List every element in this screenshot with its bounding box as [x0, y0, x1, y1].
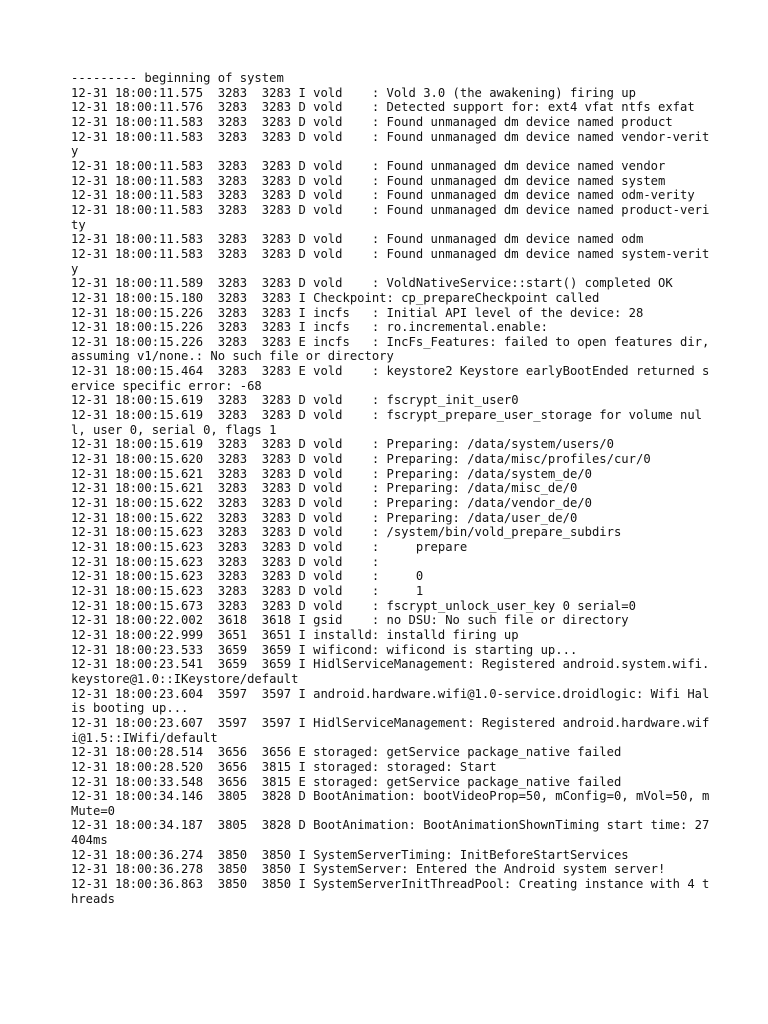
log-line: 12-31 18:00:15.226 3283 3283 I incfs : Initial API level of the device: 28	[71, 305, 644, 320]
log-line: 12-31 18:00:36.863 3850 3850 I SystemServerInitThreadPool: Creating instance with 4 threads	[71, 877, 710, 906]
log-line: 12-31 18:00:15.623 3283 3283 D vold :	[71, 554, 380, 569]
log-line: 12-31 18:00:22.002 3618 3618 I gsid : no DSU: No such file or directory	[71, 613, 629, 628]
log-line: 12-31 18:00:15.226 3283 3283 I incfs : ro.incremental.enable:	[71, 320, 548, 335]
log-line: 12-31 18:00:15.623 3283 3283 D vold : prepare	[71, 540, 468, 554]
log-line: 12-31 18:00:23.607 3597 3597 I HidlServiceManagement: Registered android.hardware.wifi@1.5::IWifi/default	[71, 715, 710, 745]
log-line: 12-31 18:00:33.548 3656 3815 E storaged: getService package_native failed	[71, 774, 622, 789]
log-line: 12-31 18:00:11.583 3283 3283 D vold : Found unmanaged dm device named odm	[71, 232, 644, 247]
log-line: 12-31 18:00:15.226 3283 3283 E incfs : IncFs_Features: failed to open features dir, assuming v1/none.: No such file or directory	[71, 334, 717, 364]
log-line: 12-31 18:00:15.621 3283 3283 D vold : Preparing: /data/system_de/0	[71, 466, 592, 481]
log-line: 12-31 18:00:34.146 3805 3828 D BootAnimation: bootVideoProp=50, mConfig=0, mVol=50, mMute=0	[71, 789, 710, 818]
log-line: 12-31 18:00:23.541 3659 3659 I HidlServiceManagement: Registered android.system.wifi.keystore@1.0::IKeystore/default	[71, 657, 710, 686]
log-line: 12-31 18:00:23.533 3659 3659 I wificond: wificond is starting up...	[71, 642, 578, 657]
log-line: 12-31 18:00:11.583 3283 3283 D vold : Found unmanaged dm device named odm-verity	[71, 188, 695, 203]
log-line: 12-31 18:00:28.514 3656 3656 E storaged: getService package_native failed	[71, 745, 622, 760]
log-line: 12-31 18:00:15.464 3283 3283 E vold : keystore2 Keystore earlyBootEnded returned service specific error: -68	[71, 364, 710, 393]
log-header-line: --------- beginning of system	[71, 71, 284, 85]
log-line: 12-31 18:00:36.278 3850 3850 I SystemServer: Entered the Android system server!	[71, 862, 666, 877]
log-line: 12-31 18:00:15.619 3283 3283 D vold : fscrypt_init_user0	[71, 393, 519, 408]
log-line: 12-31 18:00:11.583 3283 3283 D vold : Found unmanaged dm device named system-verity	[71, 246, 710, 276]
log-line: 12-31 18:00:15.180 3283 3283 I Checkpoint: cp_prepareCheckpoint called	[71, 290, 600, 305]
log-line: 12-31 18:00:11.576 3283 3283 D vold : Detected support for: ext4 vfat ntfs exfat	[71, 100, 695, 115]
log-line: 12-31 18:00:11.583 3283 3283 D vold : Found unmanaged dm device named product	[71, 114, 673, 129]
log-line: 12-31 18:00:36.274 3850 3850 I SystemServerTiming: InitBeforeStartServices	[71, 847, 629, 862]
log-line: 12-31 18:00:34.187 3805 3828 D BootAnimation: BootAnimationShownTiming start time: 27404ms	[71, 818, 710, 848]
log-line: 12-31 18:00:15.623 3283 3283 D vold : /system/bin/vold_prepare_subdirs	[71, 525, 622, 540]
log-line: 12-31 18:00:15.619 3283 3283 D vold : Preparing: /data/system/users/0	[71, 437, 614, 452]
log-line: 12-31 18:00:15.623 3283 3283 D vold : 1	[71, 583, 424, 598]
log-line: 12-31 18:00:11.583 3283 3283 D vold : Found unmanaged dm device named system	[71, 173, 666, 188]
log-document	[71, 71, 717, 906]
log-line: 12-31 18:00:15.622 3283 3283 D vold : Preparing: /data/user_de/0	[71, 510, 578, 525]
log-line: 12-31 18:00:11.583 3283 3283 D vold : Found unmanaged dm device named product-verity	[71, 202, 710, 232]
log-line: 12-31 18:00:15.620 3283 3283 D vold : Preparing: /data/misc/profiles/cur/0	[71, 452, 651, 467]
log-line: 12-31 18:00:11.575 3283 3283 I vold : Vold 3.0 (the awakening) firing up	[71, 85, 636, 100]
log-line: 12-31 18:00:28.520 3656 3815 I storaged: storaged: Start	[71, 759, 497, 774]
log-line: 12-31 18:00:15.622 3283 3283 D vold : Preparing: /data/vendor_de/0	[71, 496, 592, 511]
log-line: 12-31 18:00:11.589 3283 3283 D vold : VoldNativeService::start() completed OK	[71, 276, 673, 291]
log-line: 12-31 18:00:15.623 3283 3283 D vold : 0	[71, 569, 424, 584]
log-line: 12-31 18:00:11.583 3283 3283 D vold : Found unmanaged dm device named vendor-verity	[71, 129, 710, 159]
log-line: 12-31 18:00:15.673 3283 3283 D vold : fscrypt_unlock_user_key 0 serial=0	[71, 598, 636, 613]
log-line: 12-31 18:00:15.619 3283 3283 D vold : fscrypt_prepare_user_storage for volume null, user 0, serial 0, flags 1	[71, 408, 703, 437]
log-line: 12-31 18:00:15.621 3283 3283 D vold : Preparing: /data/misc_de/0	[71, 481, 578, 496]
log-line: 12-31 18:00:22.999 3651 3651 I installd: installd firing up	[71, 627, 519, 642]
log-line: 12-31 18:00:23.604 3597 3597 I android.hardware.wifi@1.0-service.droidlogic: Wifi Hal is booting up...	[71, 686, 717, 716]
log-line: 12-31 18:00:11.583 3283 3283 D vold : Found unmanaged dm device named vendor	[71, 158, 666, 173]
